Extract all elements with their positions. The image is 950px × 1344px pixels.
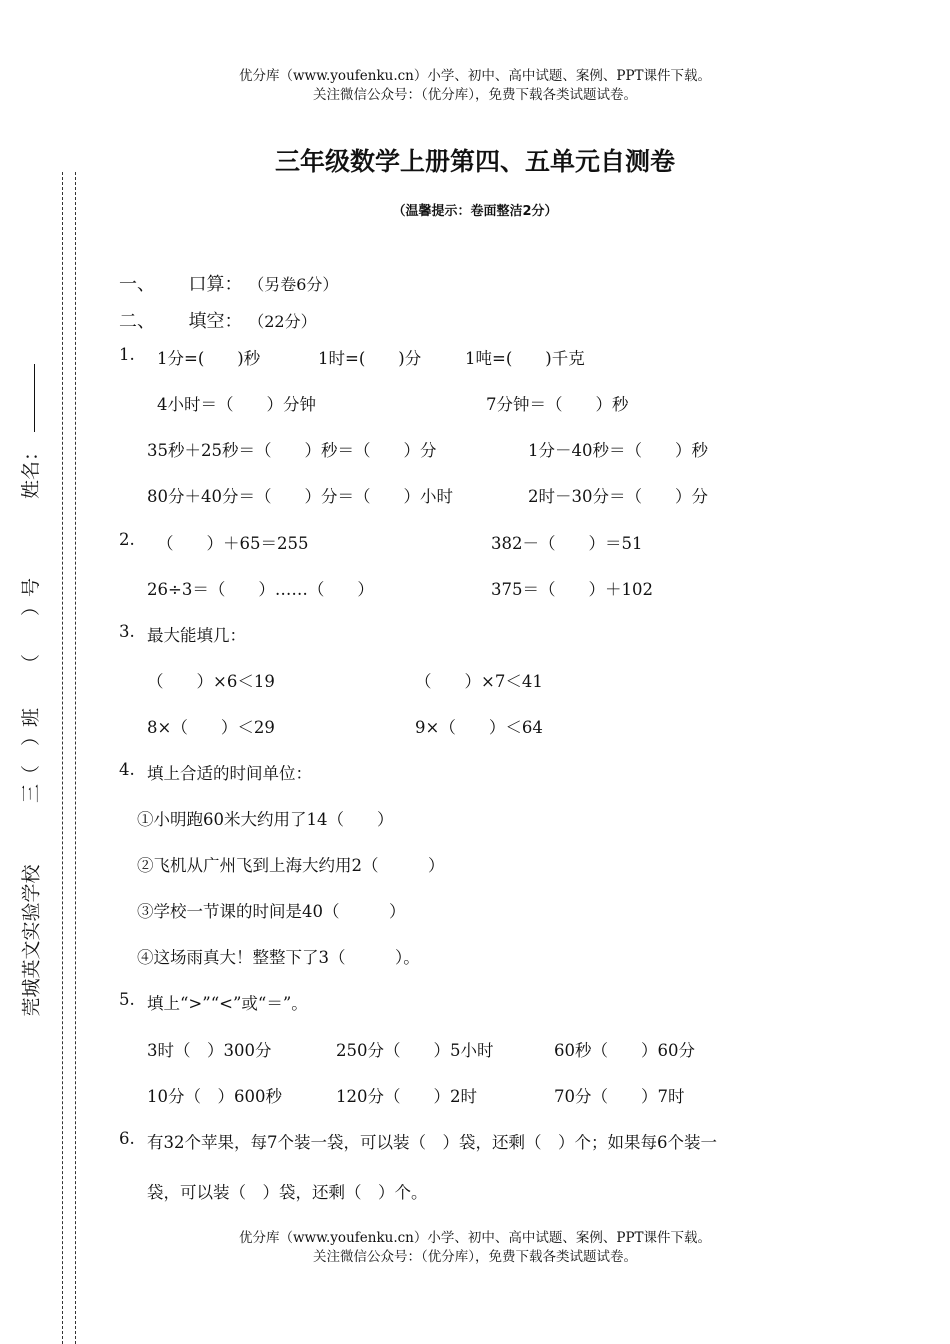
q3-number: 3. <box>119 622 135 641</box>
section-1-title: 口算： <box>188 274 243 295</box>
section-1-number: 一、 <box>119 274 155 295</box>
q3-item-c: 8×（ ）＜29 <box>147 718 275 737</box>
q1-number: 1. <box>119 345 135 364</box>
q4-item-b: ②飞机从广州飞到上海大约用2（ ） <box>137 856 445 875</box>
q2-item-a: （ ）＋65＝255 <box>157 534 309 553</box>
section-2-number: 二、 <box>119 311 155 332</box>
q5-number: 5. <box>119 990 135 1009</box>
q1-item-a: 1分=( )秒 <box>157 349 261 368</box>
q4-number: 4. <box>119 760 135 779</box>
q4-item-a: ①小明跑60米大约用了14（ ） <box>137 810 394 829</box>
q6-line-2: 袋，可以装（ ）袋，还剩（ ）个。 <box>147 1183 428 1202</box>
q5-item-f: 70分（ ）7时 <box>554 1087 685 1106</box>
q1-item-g: 1分－40秒＝（ ）秒 <box>528 441 708 460</box>
footer-line-1: 优分库（www.youfenku.cn）小学、初中、高中试题、案例、PPT课件下载。 <box>238 1230 712 1246</box>
q1-item-c: 1吨=( )千克 <box>465 349 585 368</box>
q6-number: 6. <box>119 1129 135 1148</box>
q2-item-b: 382－（ ）＝51 <box>491 534 643 553</box>
page-subtitle: （温馨提示：卷面整洁2分） <box>392 204 558 219</box>
q4-item-c: ③学校一节课的时间是40（ ） <box>137 902 406 921</box>
q3-item-b: （ ）×7＜41 <box>415 672 543 691</box>
q3-item-d: 9×（ ）＜64 <box>415 718 543 737</box>
footer-line-2: 关注微信公众号：（优分库），免费下载各类试题试卷。 <box>313 1249 637 1265</box>
q4-stem: 填上合适的时间单位： <box>147 764 312 783</box>
section-1-note: （另卷6分） <box>248 275 339 294</box>
q5-item-a: 3时（ ）300分 <box>147 1041 272 1060</box>
q4-item-d: ④这场雨真大！整整下了3（ ）。 <box>137 948 420 967</box>
page-header <box>0 67 950 105</box>
q2-item-d: 375＝（ ）＋102 <box>491 580 653 599</box>
q5-item-e: 120分（ ）2时 <box>336 1087 477 1106</box>
name-blank-line <box>34 364 35 432</box>
section-2-title: 填空： <box>188 311 243 332</box>
section-1 <box>119 270 338 296</box>
q1-item-h: 80分＋40分＝（ ）分＝（ ）小时 <box>147 487 453 506</box>
q3-stem: 最大能填几： <box>147 626 246 645</box>
q5-stem: 填上“>”“<”或“＝”。 <box>147 994 308 1013</box>
q5-item-b: 250分（ ）5小时 <box>336 1041 494 1060</box>
section-2-note: （22分） <box>248 312 317 331</box>
q3-item-a: （ ）×6＜19 <box>147 672 275 691</box>
header-line-2: 关注微信公众号：（优分库），免费下载各类试题试卷。 <box>313 87 637 103</box>
section-2 <box>119 307 317 333</box>
q1-item-e: 7分钟＝（ ）秒 <box>486 395 629 414</box>
q2-item-c: 26÷3＝（ ）……（ ） <box>147 580 374 599</box>
q2-number: 2. <box>119 530 135 549</box>
q5-item-d: 10分（ ）600秒 <box>147 1087 282 1106</box>
q1-item-d: 4小时＝（ ）分钟 <box>157 395 316 414</box>
page-footer <box>0 1229 950 1267</box>
q5-item-c: 60秒（ ）60分 <box>554 1041 695 1060</box>
header-line-1: 优分库（www.youfenku.cn）小学、初中、高中试题、案例、PPT课件下载。 <box>238 68 712 84</box>
q6-line-1: 有32个苹果，每7个装一袋，可以装（ ）袋，还剩（ ）个；如果每6个装一 <box>147 1133 717 1152</box>
page-title: 三年级数学上册第四、五单元自测卷 <box>274 147 675 176</box>
q1-item-b: 1时=( )分 <box>318 349 422 368</box>
q1-item-f: 35秒＋25秒＝（ ）秒＝（ ）分 <box>147 441 437 460</box>
q1-item-i: 2时－30分＝（ ）分 <box>528 487 708 506</box>
